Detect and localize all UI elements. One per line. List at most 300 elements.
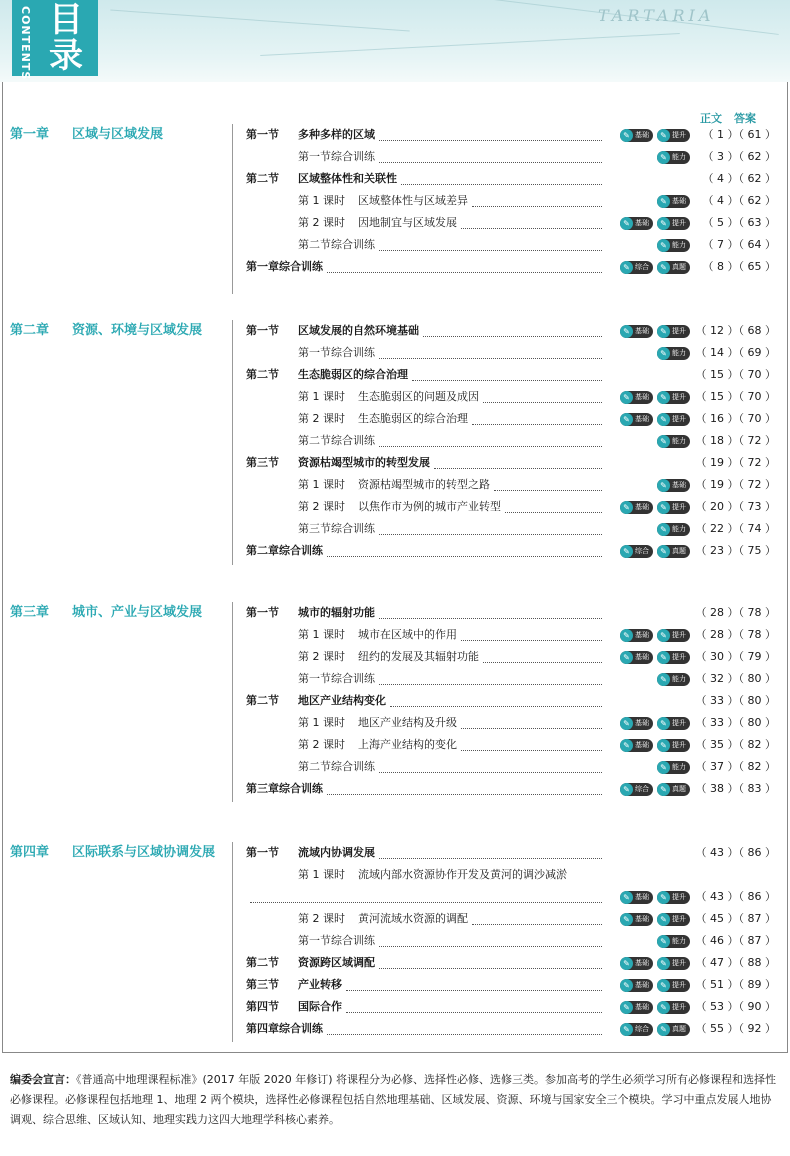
- toc-entry[interactable]: [246, 646, 776, 668]
- page-numbers: （ 47 ）（ 88 ）: [695, 956, 776, 969]
- toc-entry[interactable]: [246, 342, 776, 364]
- entry-badges: [606, 783, 690, 796]
- chapter-divider: [232, 842, 233, 1042]
- entry-badges: [606, 651, 690, 664]
- entry-badges: [606, 523, 690, 536]
- brush-icon: ✎: [657, 739, 670, 752]
- practice-badge: [657, 629, 690, 642]
- lesson-number: 第 1 课时: [298, 194, 345, 207]
- page-numbers: （ 15 ）（ 70 ）: [695, 368, 776, 381]
- page-numbers: （ 28 ）（ 78 ）: [695, 628, 776, 641]
- toc-entry[interactable]: [246, 540, 776, 562]
- leader-dots: [379, 674, 602, 685]
- brush-icon: ✎: [620, 1023, 633, 1036]
- badge-label: 提升: [672, 719, 686, 727]
- entry-title: 纽约的发展及其辐射功能: [358, 650, 479, 663]
- leader-dots: [423, 326, 602, 337]
- leader-dots: [379, 240, 602, 251]
- entry-title: 第二节综合训练: [298, 238, 375, 251]
- badge-label: 提升: [672, 415, 686, 423]
- toc-entry[interactable]: [246, 364, 776, 386]
- practice-badge: [620, 957, 653, 970]
- leader-dots: [461, 630, 602, 641]
- practice-badge: [620, 739, 653, 752]
- page-numbers: （ 51 ）（ 89 ）: [695, 978, 776, 991]
- leader-dots: [472, 196, 602, 207]
- toc-entry[interactable]: [246, 1018, 776, 1040]
- chapter-divider: [232, 124, 233, 294]
- page-numbers: （ 37 ）（ 82 ）: [695, 760, 776, 773]
- page-numbers: （ 20 ）（ 73 ）: [695, 500, 776, 513]
- toc-entry[interactable]: [246, 602, 776, 624]
- badge-label: 基础: [635, 741, 649, 749]
- entry-label: [298, 190, 468, 212]
- practice-badge: [657, 413, 690, 426]
- brush-icon: ✎: [657, 347, 670, 360]
- entry-title: 第三节综合训练: [298, 522, 375, 535]
- brush-icon: ✎: [657, 957, 670, 970]
- header-banner: [0, 0, 790, 82]
- brush-icon: ✎: [657, 979, 670, 992]
- leader-dots: [327, 1024, 602, 1035]
- entry-title: 产业转移: [298, 978, 342, 991]
- entry-badges: [606, 391, 690, 404]
- badge-label: 基础: [635, 981, 649, 989]
- chapter-divider: [232, 320, 233, 565]
- practice-badge: [657, 217, 690, 230]
- entry-label: [298, 430, 375, 452]
- practice-badge: [657, 739, 690, 752]
- section-number: 第四节: [246, 1000, 279, 1013]
- page-numbers: （ 4 ）（ 62 ）: [702, 194, 776, 207]
- entry-title: 第一节综合训练: [298, 672, 375, 685]
- toc-entry[interactable]: [246, 668, 776, 690]
- practice-badge: [657, 435, 690, 448]
- toc-entry[interactable]: [246, 734, 776, 756]
- page-numbers: （ 53 ）（ 90 ）: [695, 1000, 776, 1013]
- entry-title: 区域整体性与区域差异: [358, 194, 468, 207]
- badge-label: 能力: [672, 675, 686, 683]
- page-numbers: （ 12 ）（ 68 ）: [695, 324, 776, 337]
- entry-title: 国际合作: [298, 1000, 342, 1013]
- toc-entry[interactable]: [246, 756, 776, 778]
- badge-label: 基础: [635, 915, 649, 923]
- toc-entry[interactable]: [246, 778, 776, 800]
- entry-title: 第二章综合训练: [246, 544, 323, 557]
- section-number: 第一节: [246, 606, 279, 619]
- toc-entry[interactable]: [246, 190, 776, 212]
- page-numbers: （ 28 ）（ 78 ）: [695, 606, 776, 619]
- chapter-number: 第四章: [10, 845, 50, 860]
- toc-entry[interactable]: [246, 886, 776, 908]
- toc-entry[interactable]: [246, 518, 776, 540]
- section-number: 第三节: [246, 456, 279, 469]
- toc-entry[interactable]: [246, 624, 776, 646]
- entry-label: [298, 496, 501, 518]
- practice-badge: [620, 391, 653, 404]
- entry-title: 地区产业结构及升级: [358, 716, 457, 729]
- entry-title: 第一节综合训练: [298, 934, 375, 947]
- badge-label: 综合: [635, 547, 649, 555]
- badge-label: 综合: [635, 1025, 649, 1033]
- practice-badge: [620, 545, 653, 558]
- entry-badges: [606, 957, 690, 970]
- entry-label: [298, 212, 457, 234]
- entry-badges: [606, 501, 690, 514]
- entry-badges: [606, 239, 690, 252]
- brush-icon: ✎: [620, 391, 633, 404]
- badge-label: 基础: [635, 1003, 649, 1011]
- page-numbers: （ 30 ）（ 79 ）: [695, 650, 776, 663]
- toc-entry[interactable]: [246, 864, 776, 886]
- entry-title: 生态脆弱区的综合治理: [298, 368, 408, 381]
- toc-entry[interactable]: [246, 690, 776, 712]
- entry-label: [246, 452, 430, 474]
- entry-label: [246, 1018, 323, 1040]
- entry-label: [298, 386, 479, 408]
- badge-label: 真题: [672, 785, 686, 793]
- badge-label: 能力: [672, 241, 686, 249]
- section-number: 第三节: [246, 978, 279, 991]
- chapter-name: 资源、环境与区域发展: [72, 323, 203, 338]
- lesson-number: 第 2 课时: [298, 412, 345, 425]
- entry-title: 上海产业结构的变化: [358, 738, 457, 751]
- entry-label: [298, 908, 468, 930]
- toc-entry[interactable]: [246, 474, 776, 496]
- lesson-number: 第 2 课时: [298, 500, 345, 513]
- toc-entry[interactable]: [246, 430, 776, 452]
- brush-icon: ✎: [657, 523, 670, 536]
- toc-entry[interactable]: [246, 996, 776, 1018]
- badge-label: 提升: [672, 959, 686, 967]
- entry-label: [298, 146, 375, 168]
- chapter-label: [10, 842, 230, 864]
- practice-badge: [620, 1001, 653, 1014]
- leader-dots: [346, 980, 602, 991]
- page-numbers: （ 32 ）（ 80 ）: [695, 672, 776, 685]
- page-numbers: （ 33 ）（ 80 ）: [695, 694, 776, 707]
- entry-badges: [606, 1023, 690, 1036]
- badge-label: 提升: [672, 741, 686, 749]
- brush-icon: ✎: [657, 717, 670, 730]
- badge-label: 真题: [672, 547, 686, 555]
- lesson-number: 第 1 课时: [298, 868, 345, 881]
- entry-title: 第一节综合训练: [298, 150, 375, 163]
- brush-icon: ✎: [657, 261, 670, 274]
- chapter-number: 第二章: [10, 323, 50, 338]
- practice-badge: [657, 479, 690, 492]
- practice-badge: [657, 761, 690, 774]
- brush-icon: ✎: [657, 761, 670, 774]
- entry-badges: [606, 217, 690, 230]
- practice-badge: [657, 673, 690, 686]
- lesson-number: 第 1 课时: [298, 478, 345, 491]
- entry-title: 流域内部水资源协作开发及黄河的调沙减淤: [358, 868, 567, 881]
- badge-label: 基础: [635, 219, 649, 227]
- page-numbers: （ 19 ）（ 72 ）: [695, 478, 776, 491]
- entry-label: [246, 996, 342, 1018]
- badge-label: 综合: [635, 785, 649, 793]
- lesson-number: 第 1 课时: [298, 390, 345, 403]
- leader-dots: [346, 1002, 602, 1013]
- badge-label: 基础: [672, 197, 686, 205]
- brush-icon: ✎: [657, 629, 670, 642]
- practice-badge: [657, 195, 690, 208]
- page-numbers: （ 43 ）（ 86 ）: [695, 846, 776, 859]
- toc-entry[interactable]: [246, 842, 776, 864]
- entry-label: [246, 320, 419, 342]
- entry-badges: [606, 347, 690, 360]
- toc-entry[interactable]: [246, 974, 776, 996]
- entry-badges: [606, 629, 690, 642]
- brush-icon: ✎: [620, 717, 633, 730]
- badge-label: 基础: [635, 131, 649, 139]
- col-header-answer: 答案: [734, 112, 756, 125]
- badge-label: 基础: [635, 719, 649, 727]
- entry-title: 区域整体性和关联性: [298, 172, 397, 185]
- brush-icon: ✎: [657, 239, 670, 252]
- toc-entry[interactable]: [246, 124, 776, 146]
- practice-badge: [620, 651, 653, 664]
- practice-badge: [657, 913, 690, 926]
- brush-icon: ✎: [657, 673, 670, 686]
- practice-badge: [657, 501, 690, 514]
- practice-badge: [657, 717, 690, 730]
- editorial-note-lead: 编委会宣言：: [10, 1073, 76, 1086]
- toc-entry[interactable]: [246, 952, 776, 974]
- toc-entry[interactable]: [246, 930, 776, 952]
- page-title: 目录: [49, 0, 83, 76]
- practice-badge: [657, 239, 690, 252]
- practice-badge: [657, 347, 690, 360]
- chapter-name: 区际联系与区域协调发展: [72, 845, 216, 860]
- brush-icon: ✎: [657, 129, 670, 142]
- practice-badge: [620, 629, 653, 642]
- brush-icon: ✎: [657, 651, 670, 664]
- brush-icon: ✎: [657, 325, 670, 338]
- badge-label: 提升: [672, 503, 686, 511]
- practice-badge: [657, 935, 690, 948]
- badge-label: 提升: [672, 893, 686, 901]
- badge-label: 基础: [635, 631, 649, 639]
- brush-icon: ✎: [620, 739, 633, 752]
- brush-icon: ✎: [657, 479, 670, 492]
- editorial-note: [10, 1070, 780, 1130]
- toc-entry[interactable]: [246, 146, 776, 168]
- page-numbers: （ 46 ）（ 87 ）: [695, 934, 776, 947]
- brush-icon: ✎: [657, 413, 670, 426]
- page-numbers: （ 3 ）（ 62 ）: [702, 150, 776, 163]
- leader-dots: [379, 436, 602, 447]
- entry-label: [246, 778, 323, 800]
- brush-icon: ✎: [657, 891, 670, 904]
- page-numbers: （ 35 ）（ 82 ）: [695, 738, 776, 751]
- toc-entry[interactable]: [246, 496, 776, 518]
- entry-title: 流域内协调发展: [298, 846, 375, 859]
- entry-badges: [606, 739, 690, 752]
- entry-badges: [606, 413, 690, 426]
- page-numbers: （ 45 ）（ 87 ）: [695, 912, 776, 925]
- brush-icon: ✎: [657, 151, 670, 164]
- entry-badges: [606, 129, 690, 142]
- page-numbers: （ 4 ）（ 62 ）: [702, 172, 776, 185]
- entry-label: [298, 668, 375, 690]
- brush-icon: ✎: [657, 391, 670, 404]
- brush-icon: ✎: [620, 261, 633, 274]
- leader-dots: [379, 936, 602, 947]
- leader-dots: [390, 696, 602, 707]
- practice-badge: [657, 979, 690, 992]
- brush-icon: ✎: [657, 783, 670, 796]
- entry-title: 资源枯竭型城市的转型之路: [358, 478, 490, 491]
- entry-label: [298, 342, 375, 364]
- practice-badge: [657, 325, 690, 338]
- leader-dots: [401, 174, 602, 185]
- entry-label: [298, 474, 490, 496]
- badge-label: 基础: [635, 415, 649, 423]
- leader-dots: [327, 784, 602, 795]
- page-numbers: （ 55 ）（ 92 ）: [695, 1022, 776, 1035]
- brush-icon: ✎: [657, 195, 670, 208]
- badge-label: 真题: [672, 263, 686, 271]
- section-number: 第一节: [246, 128, 279, 141]
- leader-dots: [379, 608, 602, 619]
- entry-title: 因地制宜与区域发展: [358, 216, 457, 229]
- lesson-number: 第 1 课时: [298, 716, 345, 729]
- page-numbers: （ 38 ）（ 83 ）: [695, 782, 776, 795]
- brush-icon: ✎: [620, 129, 633, 142]
- chapter-1: [0, 124, 790, 294]
- toc-entry[interactable]: [246, 452, 776, 474]
- entry-label: [298, 864, 567, 886]
- entry-label: [298, 756, 375, 778]
- leader-dots: [327, 262, 602, 273]
- brush-icon: ✎: [620, 629, 633, 642]
- toc-entry[interactable]: [246, 908, 776, 930]
- practice-badge: [657, 151, 690, 164]
- badge-label: 提升: [672, 131, 686, 139]
- practice-badge: [657, 891, 690, 904]
- leader-dots: [483, 392, 602, 403]
- brush-icon: ✎: [620, 891, 633, 904]
- page-numbers: （ 14 ）（ 69 ）: [695, 346, 776, 359]
- entry-label: [298, 930, 375, 952]
- badge-label: 能力: [672, 525, 686, 533]
- practice-badge: [657, 545, 690, 558]
- brush-icon: ✎: [620, 413, 633, 426]
- page-numbers: （ 1 ）（ 61 ）: [702, 128, 776, 141]
- entry-label: [246, 124, 375, 146]
- lesson-number: 第 2 课时: [298, 912, 345, 925]
- practice-badge: [620, 413, 653, 426]
- chapter-2: [0, 320, 790, 565]
- entry-badges: [606, 545, 690, 558]
- practice-badge: [620, 1023, 653, 1036]
- map-label: TARTARIA: [598, 6, 715, 25]
- toc-entry[interactable]: [246, 212, 776, 234]
- entry-badges: [606, 979, 690, 992]
- chapter-label: [10, 602, 230, 624]
- practice-badge: [657, 261, 690, 274]
- badge-label: 提升: [672, 981, 686, 989]
- toc-entry[interactable]: [246, 712, 776, 734]
- brush-icon: ✎: [657, 1023, 670, 1036]
- entry-badges: [606, 935, 690, 948]
- page-numbers: （ 19 ）（ 72 ）: [695, 456, 776, 469]
- leader-dots: [472, 414, 602, 425]
- entry-label: [298, 646, 479, 668]
- practice-badge: [657, 651, 690, 664]
- toc-entry[interactable]: [246, 408, 776, 430]
- entry-badges: [606, 761, 690, 774]
- badge-label: 提升: [672, 393, 686, 401]
- leader-dots: [327, 546, 602, 557]
- leader-dots: [434, 458, 602, 469]
- leader-dots: [379, 152, 602, 163]
- badge-label: 能力: [672, 349, 686, 357]
- entry-badges: [606, 891, 690, 904]
- entry-title: 城市的辐射功能: [298, 606, 375, 619]
- practice-badge: [620, 717, 653, 730]
- entry-label: [298, 234, 375, 256]
- entry-title: 城市在区域中的作用: [358, 628, 457, 641]
- entry-title: 黄河流域水资源的调配: [358, 912, 468, 925]
- leader-dots: [461, 718, 602, 729]
- badge-label: 提升: [672, 219, 686, 227]
- toc-entry[interactable]: [246, 168, 776, 190]
- badge-label: 提升: [672, 653, 686, 661]
- toc-entry[interactable]: [246, 234, 776, 256]
- leader-dots: [379, 848, 602, 859]
- badge-label: 能力: [672, 153, 686, 161]
- section-number: 第一节: [246, 846, 279, 859]
- entry-label: [298, 734, 457, 756]
- brush-icon: ✎: [620, 913, 633, 926]
- entry-label: [246, 842, 375, 864]
- practice-badge: [620, 129, 653, 142]
- badge-label: 能力: [672, 763, 686, 771]
- practice-badge: [620, 891, 653, 904]
- editorial-note-text: 《普通高中地理课程标准》(2017 年版 2020 年修订) 将课程分为必修、选择性必修、选修三类。参加高考的学生必须学习所有必修课程和选择性必修课程。必修课程包括地理 1、地理 2 两个模块，选择性必修课程包括自然地理基础、区域发展、资源、环境与国家安全三个模块。学习中重点发展人地协调观、综合思维、区域认知、地理实践力这四大地理学科核心素养。: [10, 1073, 777, 1126]
- page-numbers: （ 8 ）（ 65 ）: [702, 260, 776, 273]
- brush-icon: ✎: [620, 501, 633, 514]
- entry-label: [246, 364, 408, 386]
- entry-title: 多种多样的区域: [298, 128, 375, 141]
- toc-entry[interactable]: [246, 386, 776, 408]
- badge-label: 基础: [635, 893, 649, 901]
- brush-icon: ✎: [657, 913, 670, 926]
- practice-badge: [657, 129, 690, 142]
- brush-icon: ✎: [657, 501, 670, 514]
- toc-entry[interactable]: [246, 320, 776, 342]
- badge-label: 基础: [635, 393, 649, 401]
- leader-dots: [461, 740, 602, 751]
- badge-label: 能力: [672, 437, 686, 445]
- brush-icon: ✎: [620, 325, 633, 338]
- chapter-4: [0, 842, 790, 1042]
- lesson-number: 第 2 课时: [298, 216, 345, 229]
- brush-icon: ✎: [620, 651, 633, 664]
- section-number: 第二节: [246, 172, 279, 185]
- section-number: 第一节: [246, 324, 279, 337]
- leader-dots: [379, 348, 602, 359]
- badge-label: 提升: [672, 1003, 686, 1011]
- toc-entry[interactable]: [246, 256, 776, 278]
- brush-icon: ✎: [620, 783, 633, 796]
- entry-label: [246, 602, 375, 624]
- chapter-number: 第一章: [10, 127, 50, 142]
- entry-badges: [606, 325, 690, 338]
